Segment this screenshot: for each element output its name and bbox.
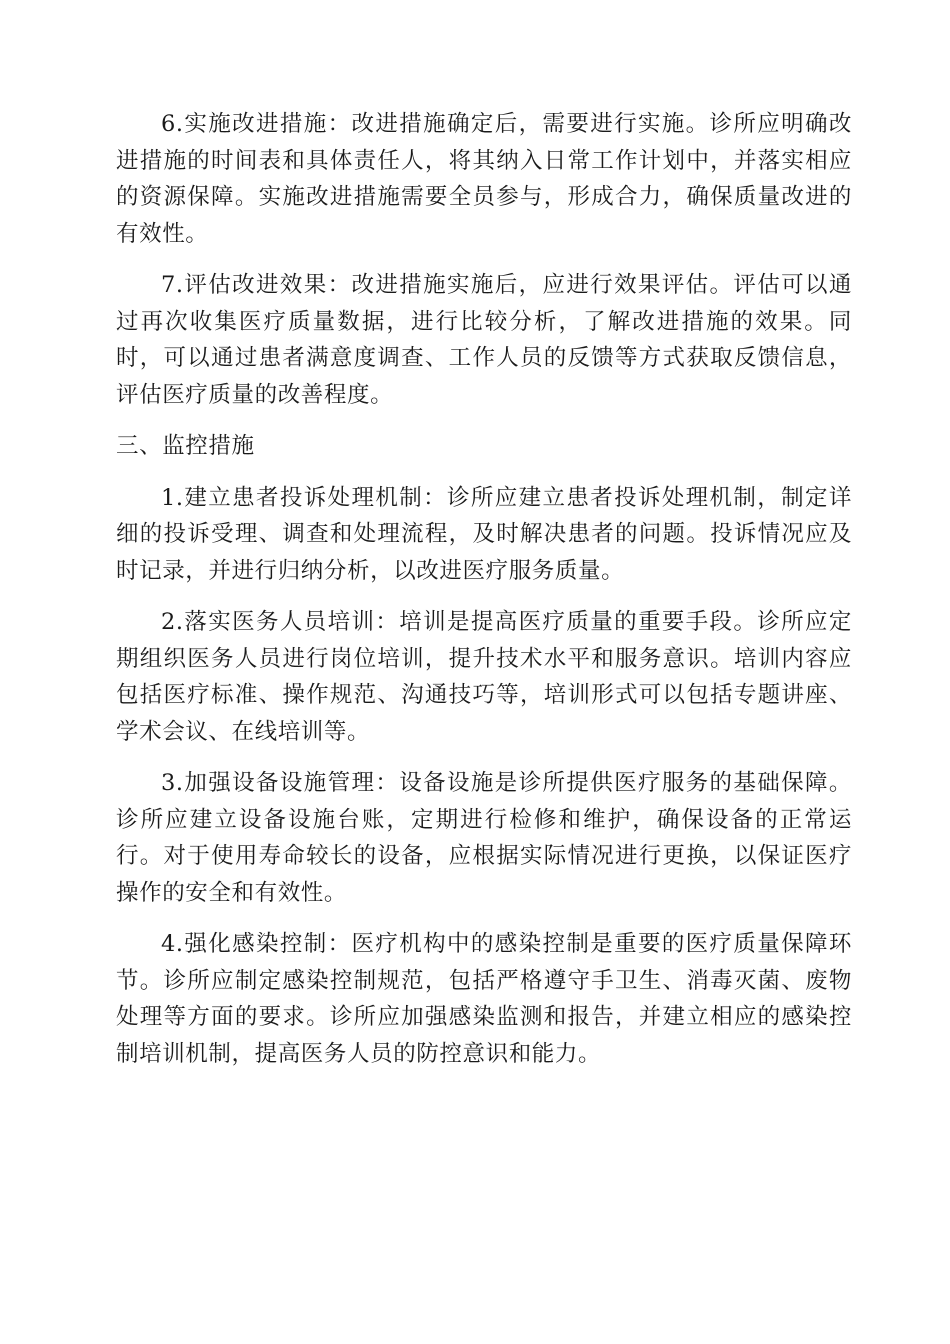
- paragraph-monitor-4: 4.强化感染控制：医疗机构中的感染控制是重要的医疗质量保障环节。诊所应制定感染控制规范，包括严格遵守手卫生、消毒灭菌、废物处理等方面的要求。诊所应加强感染监测和报告，并建立相应的感染控制培训机制，提高医务人员的防控意识和能力。: [116, 931, 852, 1067]
- paragraph-item-7: 7.评估改进效果：改进措施实施后，应进行效果评估。评估可以通过再次收集医疗质量数据，进行比较分析，了解改进措施的效果。同时，可以通过患者满意度调查、工作人员的反馈等方式获取反馈信息，评估医疗质量的改善程度。: [116, 272, 852, 408]
- paragraph-monitor-3: 3.加强设备设施管理：设备设施是诊所提供医疗服务的基础保障。诊所应建立设备设施台账，定期进行检修和维护，确保设备的正常运行。对于使用寿命较长的设备，应根据实际情况进行更换，以保证医疗操作的安全和有效性。: [116, 770, 852, 906]
- section-heading: 三、监控措施: [116, 433, 255, 459]
- paragraph-monitor-2: 2.落实医务人员培训：培训是提高医疗质量的重要手段。诊所应定期组织医务人员进行岗位培训，提升技术水平和服务意识。培训内容应包括医疗标准、操作规范、沟通技巧等，培训形式可以包括专题讲座、学术会议、在线培训等。: [116, 609, 852, 745]
- document-body: [116, 106, 852, 1087]
- paragraph-item-6: 6.实施改进措施：改进措施确定后，需要进行实施。诊所应明确改进措施的时间表和具体责任人，将其纳入日常工作计划中，并落实相应的资源保障。实施改进措施需要全员参与，形成合力，确保质量改进的有效性。: [116, 111, 852, 247]
- paragraph-monitor-1: 1.建立患者投诉处理机制：诊所应建立患者投诉处理机制，制定详细的投诉受理、调查和处理流程，及时解决患者的问题。投诉情况应及时记录，并进行归纳分析，以改进医疗服务质量。: [116, 484, 852, 584]
